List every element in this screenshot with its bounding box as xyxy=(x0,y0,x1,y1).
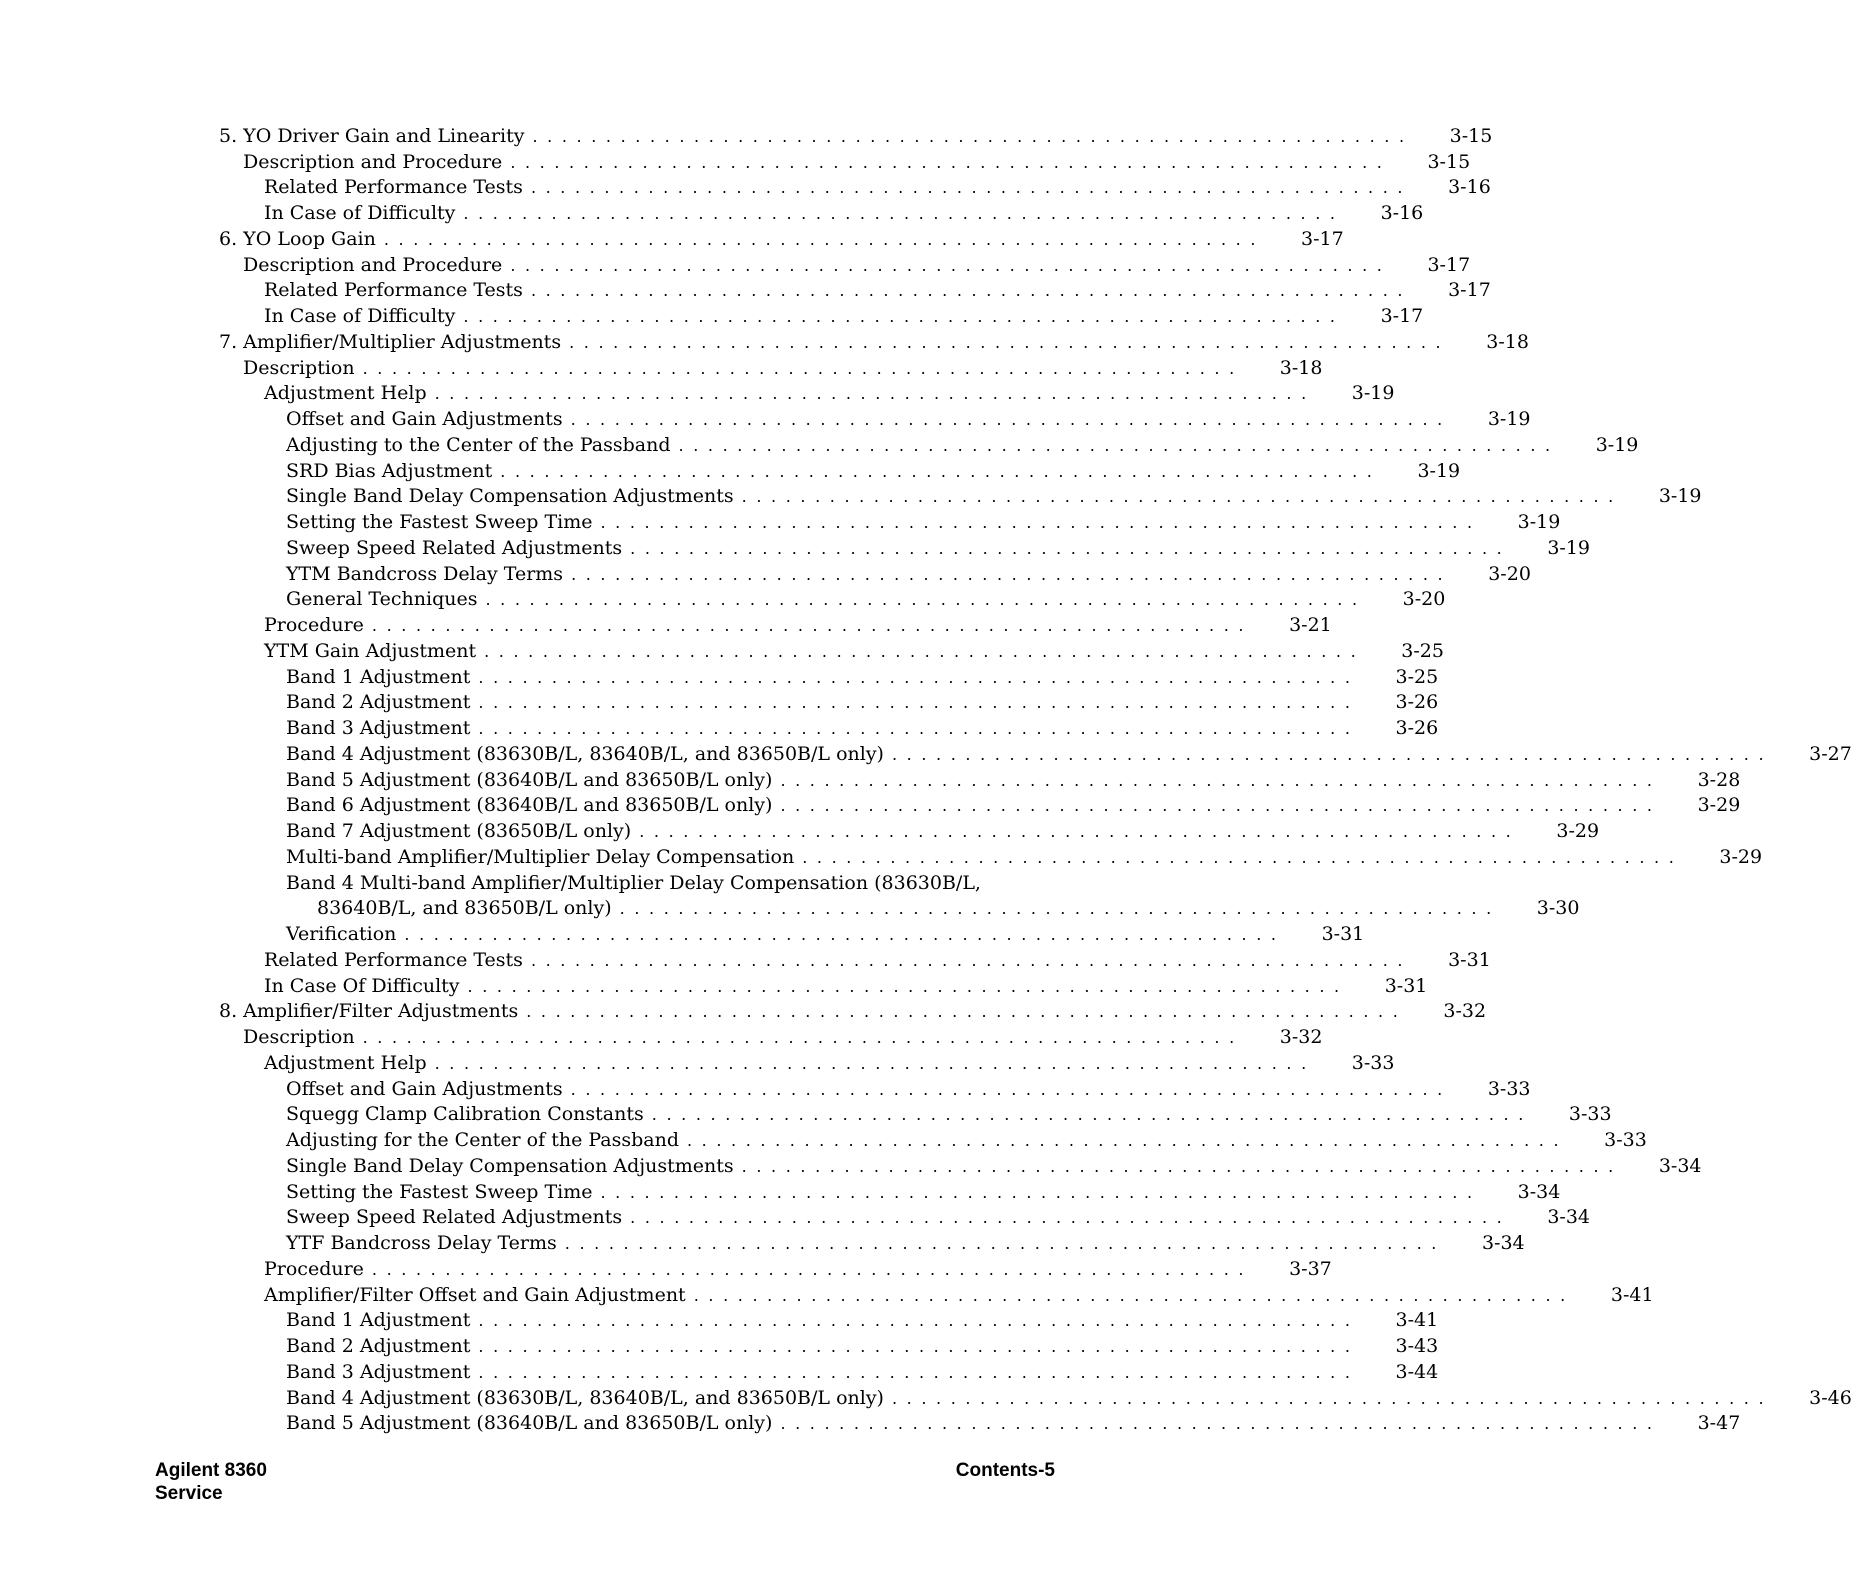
toc-entry-title: Band 4 Multi-band Amplifier/Multiplier Delay Compensation (83630B/L, xyxy=(286,871,981,894)
toc-entry-page: 3-25 xyxy=(1395,665,1439,688)
toc-entry[interactable] xyxy=(219,768,1741,794)
toc-entry-page: 3-43 xyxy=(1395,1335,1439,1358)
toc-entry-title: Offset and Gain Adjustments xyxy=(286,408,563,431)
toc-entry[interactable] xyxy=(219,1257,1332,1283)
toc-entry-page: 3-29 xyxy=(1556,820,1600,843)
toc-entry-title: Band 4 Adjustment (83630B/L, 83640B/L, and 83650B/L only) xyxy=(286,742,884,765)
dot-leader: ............................................................ xyxy=(463,307,1345,327)
dot-leader: ............................................................ xyxy=(741,487,1623,507)
toc-entry-title: Band 6 Adjustment (83640B/L and 83650B/L only) xyxy=(286,794,773,817)
toc-entry-page: 3-34 xyxy=(1547,1206,1590,1229)
toc-entry[interactable] xyxy=(219,124,1493,150)
dot-leader: ............................................................ xyxy=(532,126,1414,146)
toc-entry-title: Description xyxy=(243,356,355,379)
toc-entry-page: 3-28 xyxy=(1697,768,1741,791)
toc-entry-page: 3-33 xyxy=(1604,1129,1647,1152)
toc-entry-title: Sweep Speed Related Adjustments xyxy=(286,536,623,559)
toc-entry[interactable] xyxy=(219,536,1590,562)
toc-entry-page: 3-17 xyxy=(1427,253,1471,276)
toc-entry-title: Verification xyxy=(286,923,397,946)
toc-entry-title: Band 7 Adjustment (83650B/L only) xyxy=(286,820,632,843)
toc-entry[interactable] xyxy=(219,897,1580,923)
toc-entry[interactable] xyxy=(219,304,1424,330)
dot-leader: ............................................................ xyxy=(478,1362,1360,1382)
toc-entry-page: 3-17 xyxy=(1448,279,1491,302)
toc-entry[interactable] xyxy=(219,716,1439,742)
toc-entry-page: 3-34 xyxy=(1517,1180,1561,1203)
dot-leader: ............................................................ xyxy=(678,435,1560,455)
dot-leader: ............................................................ xyxy=(619,899,1501,919)
toc-entry[interactable] xyxy=(219,330,1529,356)
toc-entry-page: 3-33 xyxy=(1568,1103,1612,1126)
dot-leader: ............................................................ xyxy=(630,1208,1512,1228)
toc-entry-title: Band 2 Adjustment xyxy=(286,1335,471,1358)
toc-entry-page: 3-19 xyxy=(1547,536,1590,559)
toc-entry-page: 3-33 xyxy=(1487,1077,1531,1100)
dot-leader: ............................................................ xyxy=(600,1182,1482,1202)
toc-entry-title: Adjusting to the Center of the Passband xyxy=(286,433,671,456)
toc-entry[interactable] xyxy=(219,227,1344,253)
toc-entry[interactable] xyxy=(219,742,1852,768)
toc-entry[interactable] xyxy=(219,613,1332,639)
table-of-contents xyxy=(219,124,1852,1437)
toc-entry-title: SRD Bias Adjustment xyxy=(286,459,493,482)
toc-entry-page: 3-17 xyxy=(1301,227,1344,250)
toc-entry-page: 3-29 xyxy=(1697,794,1741,817)
toc-entry[interactable] xyxy=(219,1180,1561,1206)
toc-entry-title: YTM Bandcross Delay Terms xyxy=(286,562,564,585)
toc-entry-page: 3-46 xyxy=(1809,1386,1852,1409)
toc-entry[interactable] xyxy=(219,433,1639,459)
toc-entry-page: 3-19 xyxy=(1658,485,1702,508)
toc-entry-title: YTM Gain Adjustment xyxy=(264,639,477,662)
dot-leader: ............................................................ xyxy=(485,590,1367,610)
toc-entry-title: In Case Of Difficulty xyxy=(264,974,460,997)
dot-leader: ............................................................ xyxy=(434,384,1316,404)
dot-leader: ............................................................ xyxy=(639,822,1521,842)
toc-entry-title: Adjustment Help xyxy=(264,1051,427,1074)
dot-leader: ............................................................ xyxy=(478,693,1360,713)
dot-leader: ............................................................ xyxy=(404,925,1286,945)
toc-entry-page: 3-31 xyxy=(1448,948,1491,971)
dot-leader: ............................................................ xyxy=(802,847,1684,867)
toc-entry[interactable] xyxy=(219,1360,1439,1386)
footer-left xyxy=(155,1459,267,1505)
toc-entry-page: 3-44 xyxy=(1395,1360,1439,1383)
toc-entry[interactable] xyxy=(219,485,1702,511)
toc-entry-title: Description and Procedure xyxy=(243,253,503,276)
dot-leader: ............................................................ xyxy=(693,1285,1575,1305)
dot-leader: ............................................................ xyxy=(570,410,1452,430)
toc-entry-title: In Case of Difficulty xyxy=(264,305,456,328)
dot-leader: ............................................................ xyxy=(571,564,1453,584)
toc-entry[interactable] xyxy=(219,1103,1612,1129)
toc-entry[interactable] xyxy=(219,562,1531,588)
toc-entry[interactable] xyxy=(219,1386,1852,1412)
dot-leader: ............................................................ xyxy=(741,1156,1623,1176)
dot-leader: ............................................................ xyxy=(780,796,1662,816)
toc-entry[interactable] xyxy=(219,1051,1395,1077)
toc-entry[interactable] xyxy=(219,279,1491,305)
dot-leader: ............................................................ xyxy=(510,152,1392,172)
dot-leader: ............................................................ xyxy=(478,719,1360,739)
toc-entry-page: 3-47 xyxy=(1697,1412,1741,1435)
toc-entry-page: 3-29 xyxy=(1719,845,1763,868)
dot-leader: ............................................................ xyxy=(478,667,1360,687)
toc-entry[interactable] xyxy=(219,922,1365,948)
toc-entry-page: 3-19 xyxy=(1595,433,1639,456)
toc-entry-page: 3-33 xyxy=(1351,1051,1395,1074)
dot-leader: ............................................................ xyxy=(891,744,1774,764)
toc-entry-page: 3-19 xyxy=(1487,408,1531,431)
toc-entry-title: Amplifier/Filter Offset and Gain Adjustment xyxy=(264,1283,686,1306)
toc-entry-page: 3-27 xyxy=(1809,742,1852,765)
dot-leader: ............................................................ xyxy=(362,1028,1244,1048)
toc-entry-title: YTF Bandcross Delay Terms xyxy=(286,1232,557,1255)
toc-entry-page: 3-15 xyxy=(1449,124,1493,147)
toc-entry[interactable] xyxy=(219,1309,1439,1335)
toc-entry-page: 3-19 xyxy=(1417,459,1461,482)
dot-leader: ............................................................ xyxy=(434,1053,1316,1073)
toc-entry-page: 3-30 xyxy=(1536,897,1580,920)
toc-entry[interactable] xyxy=(219,176,1491,202)
toc-entry[interactable] xyxy=(219,1206,1590,1232)
toc-entry-page: 3-16 xyxy=(1380,202,1424,225)
toc-entry[interactable] xyxy=(219,974,1428,1000)
toc-entry-title: Squegg Clamp Calibration Constants xyxy=(286,1103,644,1126)
toc-entry[interactable] xyxy=(219,948,1491,974)
dot-leader: ............................................................ xyxy=(630,538,1512,558)
toc-entry-page: 3-37 xyxy=(1289,1257,1332,1280)
toc-entry-page: 3-19 xyxy=(1517,511,1561,534)
toc-entry-title: Single Band Delay Compensation Adjustments xyxy=(286,485,734,508)
dot-leader: ............................................................ xyxy=(780,770,1662,790)
toc-entry-title: Setting the Fastest Sweep Time xyxy=(286,1180,593,1203)
toc-entry-page: 3-32 xyxy=(1279,1026,1323,1049)
toc-entry-title: General Techniques xyxy=(286,588,478,611)
toc-entry-title: Procedure xyxy=(264,1257,364,1280)
toc-entry[interactable] xyxy=(219,819,1600,845)
toc-entry[interactable] xyxy=(219,639,1444,665)
dot-leader: ............................................................ xyxy=(510,255,1392,275)
toc-entry[interactable] xyxy=(219,253,1471,279)
toc-entry-page: 3-18 xyxy=(1279,356,1323,379)
toc-entry-page: 3-15 xyxy=(1427,150,1471,173)
footer-page-number: Contents-5 xyxy=(955,1460,1055,1481)
dot-leader: ............................................................ xyxy=(530,178,1413,198)
toc-entry-title: 7. Amplifier/Multiplier Adjustments xyxy=(219,330,562,353)
dot-leader: ............................................................ xyxy=(651,1105,1533,1125)
dot-leader: ............................................................ xyxy=(478,1311,1360,1331)
dot-leader: ............................................................ xyxy=(467,976,1349,996)
dot-leader: ............................................................ xyxy=(891,1388,1774,1408)
toc-entry-title: 5. YO Driver Gain and Linearity xyxy=(219,124,525,147)
dot-leader: ............................................................ xyxy=(383,229,1265,249)
dot-leader: ............................................................ xyxy=(362,358,1244,378)
toc-entry[interactable] xyxy=(219,588,1446,614)
toc-entry-title: Band 5 Adjustment (83640B/L and 83650B/L only) xyxy=(286,768,773,791)
dot-leader: ............................................................ xyxy=(371,616,1254,636)
toc-entry-page: 3-16 xyxy=(1448,176,1491,199)
toc-entry-page: 3-41 xyxy=(1395,1309,1439,1332)
toc-entry-title: Band 4 Adjustment (83630B/L, 83640B/L, and 83650B/L only) xyxy=(286,1386,884,1409)
dot-leader: ............................................................ xyxy=(530,950,1413,970)
toc-entry-page: 3-31 xyxy=(1321,923,1365,946)
toc-entry-title: Adjusting for the Center of the Passband xyxy=(286,1129,679,1152)
dot-leader: ............................................................ xyxy=(500,461,1382,481)
toc-entry-page: 3-32 xyxy=(1443,1000,1487,1023)
toc-entry[interactable] xyxy=(219,382,1395,408)
toc-entry[interactable] xyxy=(219,665,1439,691)
toc-entry-title: 83640B/L, and 83650B/L only) xyxy=(317,897,612,920)
toc-entry-page: 3-20 xyxy=(1402,588,1446,611)
toc-entry-title: Band 1 Adjustment xyxy=(286,1309,471,1332)
toc-entry[interactable] xyxy=(219,356,1323,382)
toc-entry-title: Related Performance Tests xyxy=(264,176,523,199)
toc-entry-title: Description and Procedure xyxy=(243,150,503,173)
dot-leader: ............................................................ xyxy=(463,204,1345,224)
toc-entry-page: 3-19 xyxy=(1351,382,1395,405)
toc-entry-title: Band 3 Adjustment xyxy=(286,717,471,740)
toc-entry-title: Setting the Fastest Sweep Time xyxy=(286,511,593,534)
toc-entry-title: Multi-band Amplifier/Multiplier Delay Compensation xyxy=(286,845,795,868)
toc-entry-page: 3-31 xyxy=(1384,974,1428,997)
toc-entry-title: Sweep Speed Related Adjustments xyxy=(286,1206,623,1229)
toc-entry[interactable] xyxy=(219,1077,1531,1103)
toc-entry[interactable] xyxy=(219,407,1531,433)
toc-entry[interactable] xyxy=(219,1025,1323,1051)
toc-entry[interactable] xyxy=(219,459,1461,485)
toc-entry-page: 3-18 xyxy=(1486,330,1529,353)
toc-entry-page: 3-41 xyxy=(1610,1283,1654,1306)
toc-entry-title: Related Performance Tests xyxy=(264,279,523,302)
toc-entry-title: 6. YO Loop Gain xyxy=(219,227,376,250)
toc-entry[interactable] xyxy=(219,1334,1439,1360)
toc-entry[interactable] xyxy=(219,1128,1647,1154)
toc-entry-title: Band 2 Adjustment xyxy=(286,691,471,714)
toc-entry-page: 3-26 xyxy=(1395,691,1439,714)
dot-leader: ............................................................ xyxy=(600,513,1482,533)
dot-leader: ............................................................ xyxy=(371,1259,1254,1279)
toc-entry-title: Adjustment Help xyxy=(264,382,427,405)
toc-entry-page: 3-26 xyxy=(1395,717,1439,740)
toc-entry-title: 8. Amplifier/Filter Adjustments xyxy=(219,1000,519,1023)
toc-entry[interactable] xyxy=(219,871,1056,897)
footer-product: Agilent 8360 xyxy=(155,1460,267,1481)
toc-entry[interactable] xyxy=(219,1231,1525,1257)
dot-leader: ............................................................ xyxy=(569,332,1451,352)
dot-leader: ............................................................ xyxy=(478,1337,1360,1357)
dot-leader: ............................................................ xyxy=(530,281,1413,301)
toc-entry-title: Description xyxy=(243,1026,355,1049)
toc-entry-title: Offset and Gain Adjustments xyxy=(286,1077,563,1100)
dot-leader: ............................................................ xyxy=(564,1234,1446,1254)
toc-entry-title: In Case of Difficulty xyxy=(264,202,456,225)
toc-entry[interactable] xyxy=(219,845,1763,871)
toc-entry-page: 3-34 xyxy=(1481,1232,1525,1255)
toc-entry-title: Single Band Delay Compensation Adjustments xyxy=(286,1154,734,1177)
toc-entry-title: Procedure xyxy=(264,614,364,637)
toc-entry[interactable] xyxy=(219,1000,1487,1026)
dot-leader: ............................................................ xyxy=(687,1131,1569,1151)
toc-entry[interactable] xyxy=(219,1412,1741,1438)
toc-entry-page: 3-21 xyxy=(1289,614,1332,637)
toc-entry[interactable] xyxy=(219,1283,1654,1309)
dot-leader: ............................................................ xyxy=(780,1414,1662,1434)
toc-entry[interactable] xyxy=(219,691,1439,717)
toc-entry[interactable] xyxy=(219,794,1741,820)
toc-entry[interactable] xyxy=(219,1154,1702,1180)
toc-entry-page: 3-25 xyxy=(1401,639,1444,662)
toc-entry-page: 3-34 xyxy=(1658,1154,1702,1177)
footer-manual-type: Service xyxy=(155,1483,223,1504)
dot-leader: ............................................................ xyxy=(570,1079,1452,1099)
toc-entry[interactable] xyxy=(219,510,1561,536)
dot-leader: ............................................................ xyxy=(484,641,1366,661)
toc-entry-title: Band 5 Adjustment (83640B/L and 83650B/L only) xyxy=(286,1412,773,1435)
toc-entry-title: Related Performance Tests xyxy=(264,948,523,971)
dot-leader: ............................................................ xyxy=(526,1002,1408,1022)
toc-entry-title: Band 3 Adjustment xyxy=(286,1360,471,1383)
toc-entry[interactable] xyxy=(219,201,1424,227)
toc-entry-page: 3-17 xyxy=(1380,305,1424,328)
toc-entry-page: 3-20 xyxy=(1488,562,1531,585)
toc-entry[interactable] xyxy=(219,150,1471,176)
toc-entry-title: Band 1 Adjustment xyxy=(286,665,471,688)
